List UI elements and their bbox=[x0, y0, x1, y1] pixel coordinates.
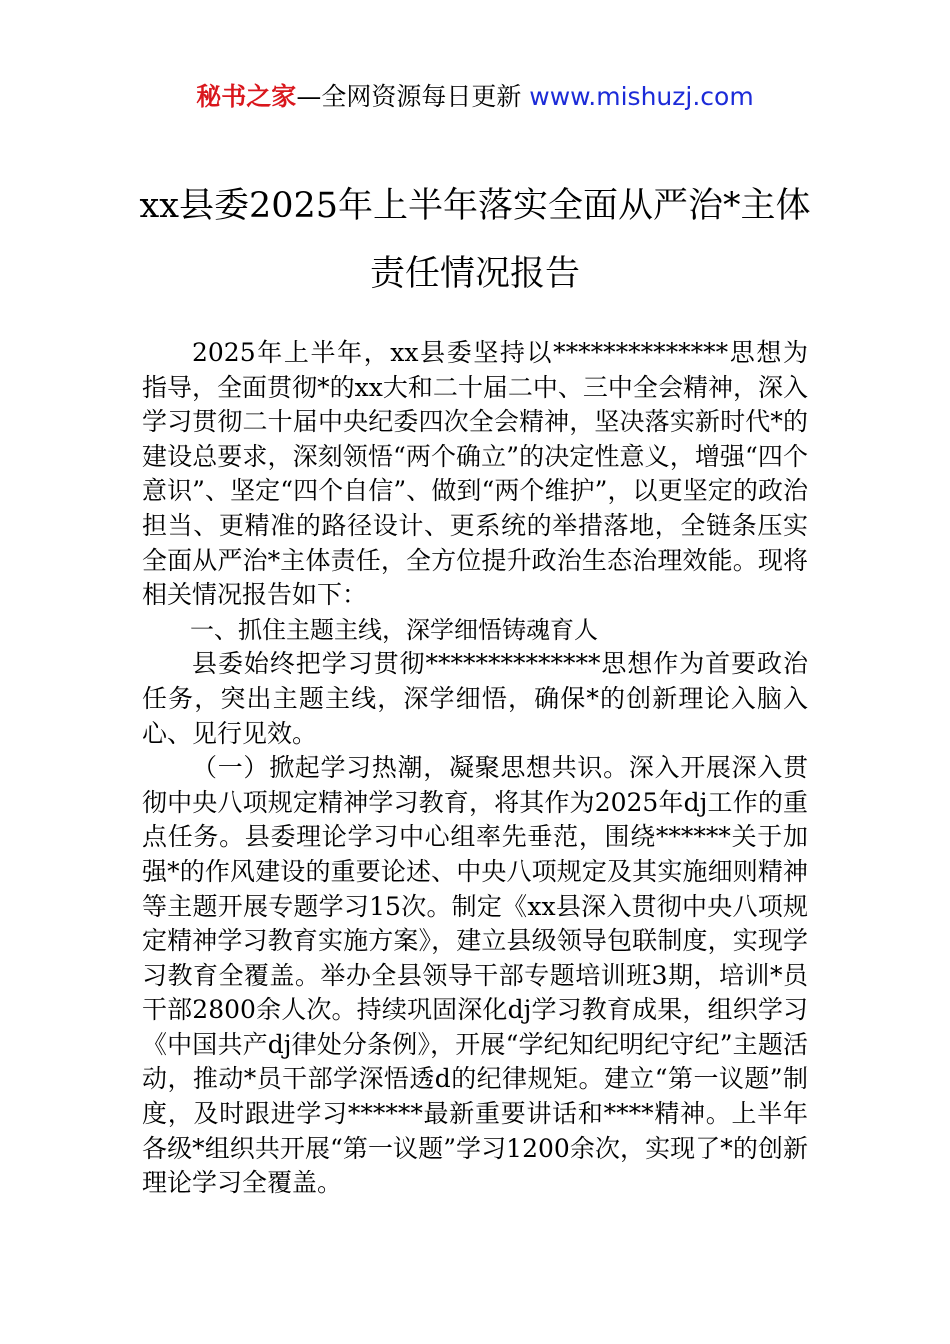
intro-paragraph: 2025年上半年，xx县委坚持以**************思想为指导，全面贯彻*的xx大和二十届二中、三中全会精神，深入学习贯彻二十届中央纪委四次全会精神，坚决落实新时代*的建设总要求，深刻领悟“两个确立”的决定性意义，增强“四个意识”、坚定“四个自信”、做到“两个维护”，以更坚定的政治担当、更精准的路径设计、更系统的举措落地，全链条压实全面从严治*主体责任，全方位提升政治生态治理效能。现将相关情况报告如下： bbox=[142, 338, 808, 610]
section-heading: 一、抓住主题主线，深学细悟铸魂育人 bbox=[190, 615, 598, 644]
subsection-paragraph: （一）掀起学习热潮，凝聚思想共识。深入开展深入贯彻中央八项规定精神学习教育，将其作为2025年dj工作的重点任务。县委理论学习中心组率先垂范，围绕******关于加强*的作风建设的重要论述、中央八项规定及其实施细则精神等主题开展专题学习15次。制定《xx县深入贯彻中央八项规定精神学习教育实施方案》，建立县级领导包联制度，实现学习教育全覆盖。举办全县领导干部专题培训班3期，培训*员干部2800余人次。持续巩固深化dj学习教育成果，组织学习《中国共产dj律处分条例》，开展“学纪知纪明纪守纪”主题活动，推动*员干部学深悟透d的纪律规矩。建立“第一议题”制度，及时跟进学习******最新重要讲话和****精神。上半年各级*组织共开展“第一议题”学习1200余次，实现了*的创新理论学习全覆盖。 bbox=[142, 753, 808, 1198]
document-body bbox=[142, 336, 808, 1201]
site-header bbox=[0, 80, 950, 114]
site-url[interactable]: www.mishuzj.com bbox=[529, 82, 754, 111]
site-tagline: —全网资源每日更新 bbox=[296, 82, 530, 111]
document-title: xx县委2025年上半年落实全面从严治*主体责任情况报告 bbox=[139, 186, 811, 294]
section-intro-paragraph: 县委始终把学习贯彻**************思想作为首要政治任务，突出主题主线，深学细悟，确保*的创新理论入脑入心、见行见效。 bbox=[142, 649, 808, 748]
site-brand: 秘书之家 bbox=[196, 82, 297, 111]
